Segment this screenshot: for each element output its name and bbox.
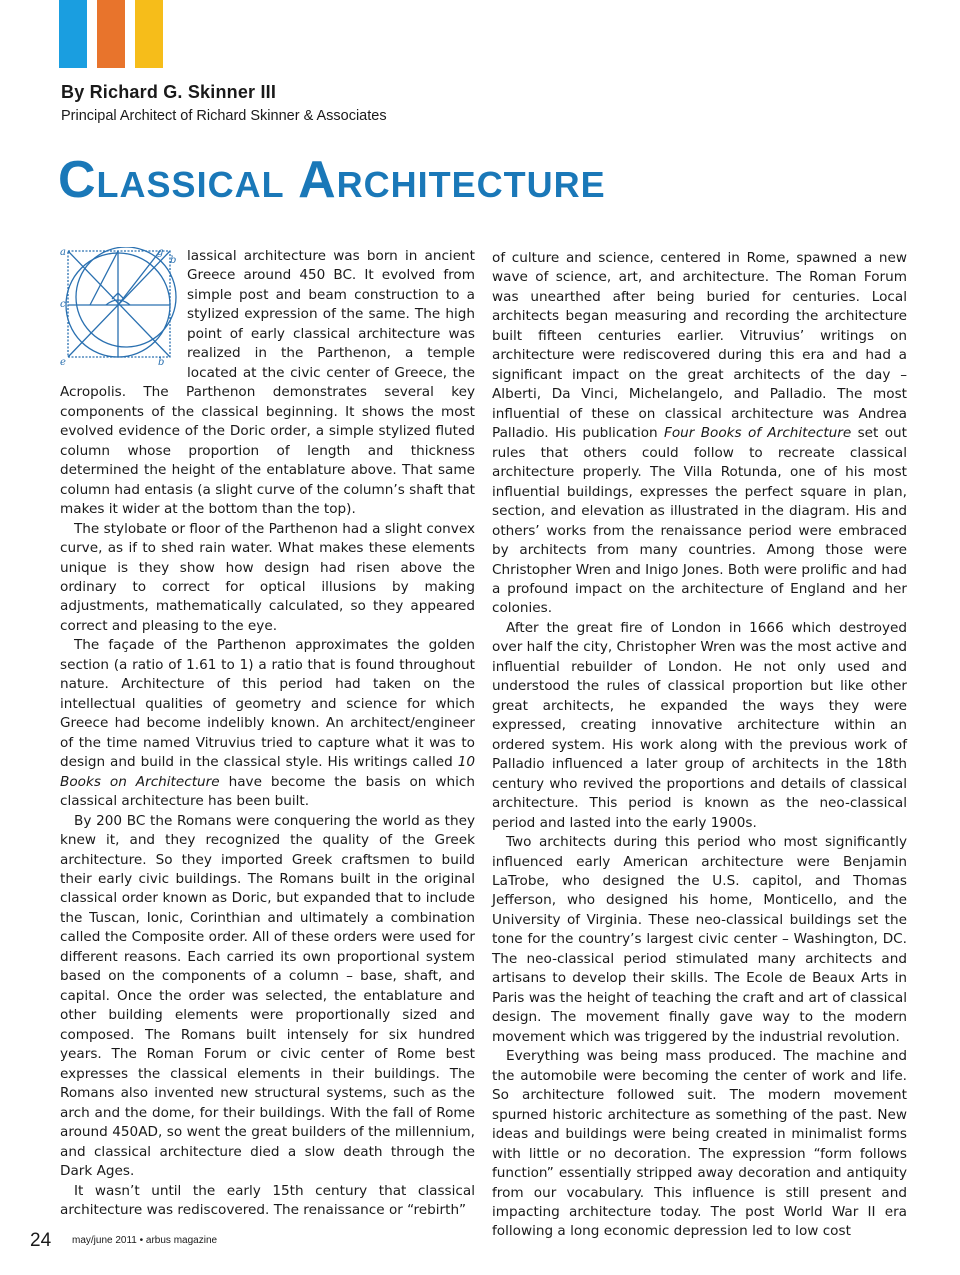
author-title: Principal Architect of Richard Skinner & Associates xyxy=(61,108,387,124)
paragraph: Everything was being mass produced. The machine and the automobile were becoming the center of work and life. So architecture followed suit. The modern movement spurned historic architecture as something of the past. New ideas and buildings were being created in minimalist forms with little or no decoration. The expression “form follows function” essentially stripped away decoration and antiquity from our vocabulary. This influence is still present and impacting architecture today. The post World War II era following a long economic depression led to low cost xyxy=(492,1048,907,1240)
svg-text:a: a xyxy=(60,247,66,258)
paragraph: It wasn’t until the early 15th century that classical architecture was rediscovered. The renaissance or “rebirth” xyxy=(60,1182,475,1218)
article-title: Classical Architecture xyxy=(58,151,606,209)
paragraph: After the great fire of London in 1666 which destroyed over half the city, Christopher Wren was the most active and influential rebuilder of London. He not only used and understood the rules of classical proportion but like other great architects, he expanded the ways they were expressed, creating innovative architecture within an ordered system. His work along with the previous work of Palladio influenced a later group of architects in the 18th century who revived the proportions and details of classical architecture. This period is known as the neo-classical period and lasted into the early 1900s. xyxy=(492,619,907,831)
paragraph: The stylobate or floor of the Parthenon had a slight convex curve, as if to shed rain water. What makes these elements unique is they show how design had risen above the ordinary to correct for optical illusions by making adjustments, mathematically calculated, so they appeared correct and pleasing to the eye. xyxy=(60,520,475,634)
svg-text:g: g xyxy=(157,247,164,258)
accent-bar-orange xyxy=(97,0,125,68)
left-column xyxy=(60,247,475,1220)
paragraph: a g b c e b lassical architecture was born in ancient Greece around 450 BC. It evolved from simple post and beam construction to a stylized expression of the same. The high point of early classical architecture was realized in the Parthenon, a temple located at the civic center of Greece, the Acropolis. The Parthenon demonstrates several key components of the classical beginning. It shows the most evolved evidence of the Doric order, a simple stylized fluted column whose proportion of length and thickness determined the height of the entablature above. That same column had entasis (a slight curve of the column’s shaft that makes it wider at the bottom than the top). xyxy=(60,247,475,518)
svg-text:b: b xyxy=(158,357,165,368)
svg-text:b: b xyxy=(170,255,177,266)
paragraph: Two architects during this period who most significantly influenced early American architecture were Benjamin LaTrobe, who designed the U.S. capitol, and Thomas Jefferson, who designed his home, Monticello, and the University of Virginia. These neo-classical buildings set the tone for the country’s largest civic center – Washington, DC. The neo-classical period stimulated many architects and artisans to develop their skills. The Ecole de Beaux Arts in Paris was the height of teaching the craft and art of classical design. The movement finally gave way to the modern movement which was triggered by the industrial revolution. xyxy=(492,834,907,1045)
accent-bar-blue xyxy=(59,0,87,68)
book-title: Four Books of Architecture xyxy=(664,425,852,442)
paragraph: The façade of the Parthenon approximates the golden section (a ratio of 1.61 to 1) a ratio that is found throughout nature. Architecture of this period had taken on the intellectual qualities of geometry and science for which Greece had become indelibly known. An architect/engineer of the time named Vitruvius tried to capture what it was to design and build in the classical style. His writings called 10 Books on Architecture have become the basis on which classical architecture has been built. xyxy=(60,637,475,810)
byline: By Richard G. Skinner III xyxy=(61,82,277,102)
footer-issue: may/june 2011 • arbus magazine xyxy=(72,1235,218,1246)
paragraph: of culture and science, centered in Rome, spawned a new wave of science, art, and architecture. The Roman Forum was unearthed after being buried for centuries. Local architects began measuring and recording the architecture built fifteen centuries earlier. Vitruvius’ writings on architecture were rediscovered during this era and had a significant impact on the great architects of the day – Alberti, Da Vinci, Michelangelo, and Palladio. The most influential of these on classical architecture was Andrea Palladio. His publication Four Books of Architecture set out rules that others could follow to recreate classical architecture properly. The Villa Rotunda, one of his most influential buildings, expresses the perfect square in plan, section, and elevation as illustrated in the diagram. His and others’ works from the renaissance period were embraced by architects from many countries. Among those were Christopher Wren and Inigo Jones. Both were prolific and had a profound impact on the architecture of England and her colonies. xyxy=(492,250,907,617)
accent-bar-yellow xyxy=(135,0,163,68)
paragraph: By 200 BC the Romans were conquering the world as they knew it, and they recognized the quality of the Greek architecture. So they imported Greek craftsmen to build their early civic buildings. The Romans built in the original classical order known as Doric, but expanded that to include the Tuscan, Ionic, Corinthian and ultimately a combination called the Composite order. All of these orders were used for different reasons. Each carried its own proportional system based on the components of a column – base, shaft, and capital. Once the order was selected, the entablature and other building elements were proportionally sized and composed. The Romans built intensely for six hundred years. The Roman Forum or civic center of Rome best expresses the classical elements in their buildings. The Romans also invented new structural systems, such as the arch and the dome, for their buildings. With the fall of Rome around 450AD, so went the great builders of the millennium, and classical architecture died a slow death through the Dark Ages. xyxy=(60,812,475,1180)
vitruvian-square-circle-icon xyxy=(60,247,180,371)
book-title: 10 Books on Architecture xyxy=(60,754,475,790)
right-column xyxy=(492,249,907,1242)
svg-text:e: e xyxy=(60,357,66,368)
page-number: 24 xyxy=(30,1230,52,1251)
svg-text:c: c xyxy=(60,299,66,310)
